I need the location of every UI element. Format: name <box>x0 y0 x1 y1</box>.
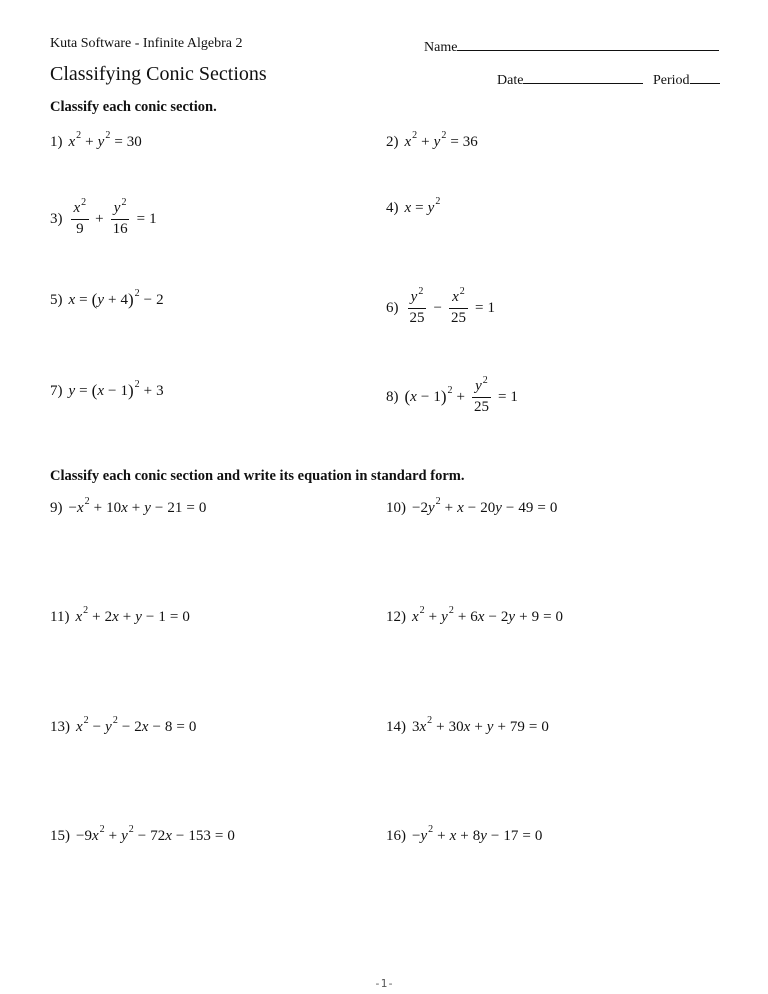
date-line <box>523 69 643 84</box>
period-label: Period <box>653 73 690 88</box>
page-title: Classifying Conic Sections <box>50 63 267 85</box>
problem-9: 9) − x $^2$ + 10 x + y − 21 = 0 <box>50 496 207 516</box>
problem-3: 3) $\frac{x^2}{9}$ + $\frac{y^2}{16}$ = 1 <box>50 197 157 237</box>
problem-14: 14) 3 x $^2$ + 30 x + y + 79 = 0 <box>386 715 549 735</box>
problem-7: 7) y = ( x − 1 ) $^2$ + 3 <box>50 378 164 400</box>
problem-5: 5) x = ( y + 4 ) $^2$ − 2 <box>50 287 164 309</box>
software-label: Kuta Software - Infinite Algebra 2 <box>50 36 243 51</box>
problem-16: 16) − y $^2$ + x + 8 y − 17 = 0 <box>386 824 543 844</box>
name-line <box>457 36 719 51</box>
period-field[interactable] <box>653 69 720 89</box>
problem-2: 2) x $^2$ + y $^2$ = 36 <box>386 130 478 150</box>
problem-15: 15) − 9 x $^2$ + y $^2$ − 72 x − 153 = 0 <box>50 824 235 844</box>
problem-10: 10) − 2 y $^2$ + x − 20 y − 49 = 0 <box>386 496 558 516</box>
section-1-instruction: Classify each conic section. <box>50 99 217 115</box>
date-label: Date <box>497 73 524 88</box>
problem-1: 1) x $^2$ + y $^2$ = 30 <box>50 130 142 150</box>
date-field[interactable] <box>497 69 643 89</box>
name-field[interactable] <box>424 36 719 56</box>
problem-13: 13) x $^2$ − y $^2$ − 2 x − 8 = 0 <box>50 715 197 735</box>
problem-11: 11) x $^2$ + 2 x + y − 1 = 0 <box>50 605 190 625</box>
problem-8: 8) ( x − 1 ) $^2$ + $\frac{y^2}{25}$ = 1 <box>386 375 518 415</box>
problem-4: 4) x = y $^2$ <box>386 196 441 216</box>
problem-12: 12) x $^2$ + y $^2$ + 6 x − 2 y + 9 = 0 <box>386 605 564 625</box>
period-line <box>690 69 720 84</box>
section-2-instruction: Classify each conic section and write its equation in standard form. <box>50 468 465 484</box>
name-label: Name <box>424 40 458 55</box>
page-number: -1- <box>374 977 394 990</box>
problem-6: 6) $\frac{y^2}{25}$ − $\frac{x^2}{25}$ = 1 <box>386 286 495 326</box>
